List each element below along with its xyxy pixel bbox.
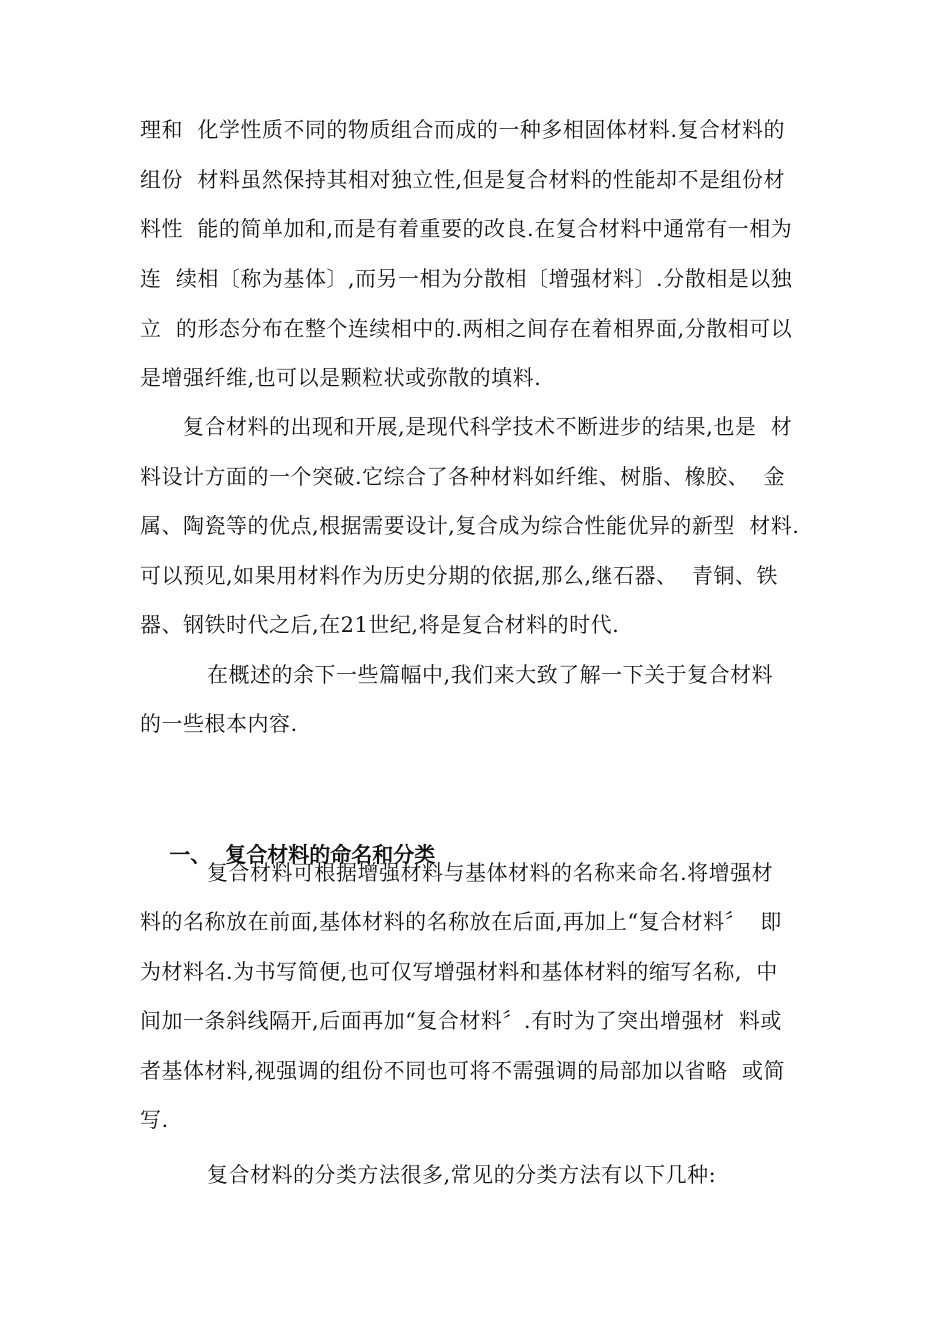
paragraph-1-line-1: 理和 化学性质不同的物质组合而成的一种多相固体材料.复合材料的 [140,118,786,142]
paragraph-4-line-1: 复合材料可根据增强材料与基体材料的名称来命名.将增强材 [207,861,774,885]
paragraph-2-line-1: 复合材料的出现和开展,是现代科学技术不断进步的结果,也是 材 [183,415,793,439]
paragraph-4-line-4: 间加一条斜线隔开,后面再加“复合材料〞.有时为了突出增强材 料或 [140,1009,782,1033]
paragraph-1-line-6: 是增强纤维,也可以是颗粒状或弥散的填料. [140,366,542,390]
paragraph-4-line-3: 为材料名.为书写简便,也可仅写增强材料和基体材料的缩写名称, 中 [140,960,778,984]
section-title: 复合材料的命名和分类 [225,843,436,867]
paragraph-1-line-5: 立 的形态分布在整个连续相中的.两相之间存在着相界面,分散相可以 [140,317,793,341]
paragraph-2-line-4: 可以预见,如果用材料作为历史分期的依据,那么,继石器、 青铜、铁 [140,564,778,588]
paragraph-3-line-1: 在概述的余下一些篇幅中,我们来大致了解一下关于复合材料 [207,663,774,687]
paragraph-2-line-5: 器、钢铁时代之后,在21世纪,将是复合材料的时代. [140,613,620,637]
paragraph-4-line-2: 料的名称放在前面,基体材料的名称放在后面,再加上“复合材料〞 即 [140,910,782,934]
paragraph-1-line-4: 连 续相〔称为基体〕,而另一相为分散相〔增强材料〕.分散相是以独 [140,267,793,291]
paragraph-2-line-3: 属、陶瓷等的优点,根据需要设计,复合成为综合性能优异的新型 材料. [140,514,800,538]
paragraph-1-line-2: 组份 材料虽然保持其相对独立性,但是复合材料的性能却不是组份材 [140,168,786,192]
paragraph-1-line-3: 料性 能的简单加和,而是有着重要的改良.在复合材料中通常有一相为 [140,217,793,241]
paragraph-4-line-5: 者基体材料,视强调的组份不同也可将不需强调的局部加以省略 或简 [140,1059,786,1083]
paragraph-2-line-2: 料设计方面的一个突破.它综合了各种材料如纤维、树脂、橡胶、 金 [140,465,786,489]
paragraph-3-line-2: 的一些根本内容. [140,712,298,736]
section-heading [140,810,436,867]
section-number: 一、 [169,843,212,867]
paragraph-5-line-1: 复合材料的分类方法很多,常见的分类方法有以下几种: [207,1163,717,1187]
paragraph-4-line-6: 写. [140,1108,169,1132]
